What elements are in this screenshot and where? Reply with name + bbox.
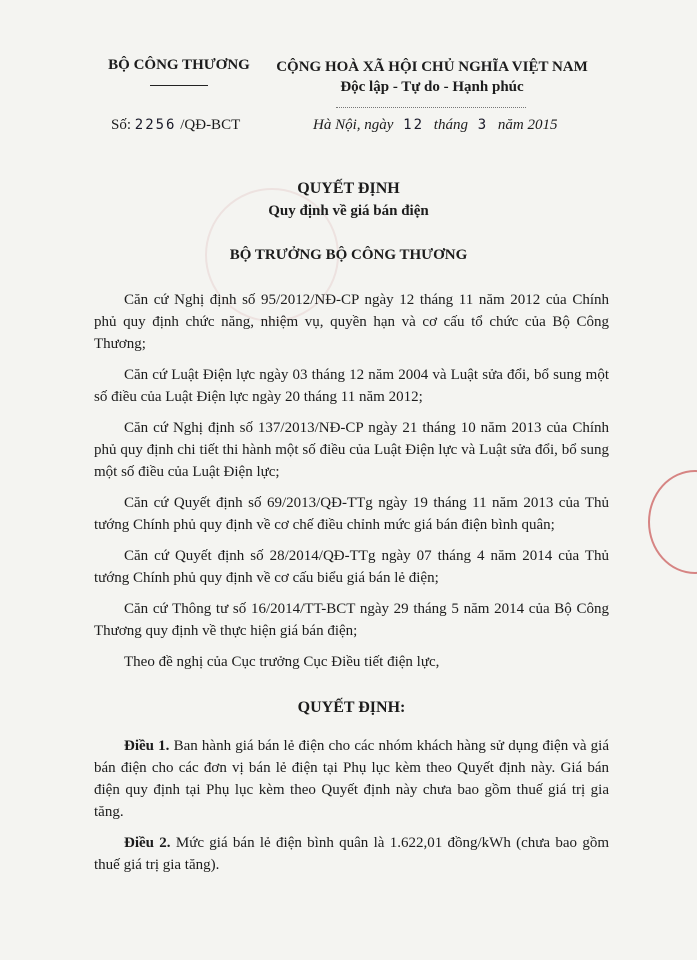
document-subtitle: Quy định về giá bán điện xyxy=(268,203,429,219)
nation-name: CỘNG HOÀ XÃ HỘI CHỦ NGHĨA VIỆT NAM xyxy=(276,59,588,75)
date-day: 12 xyxy=(403,117,425,133)
article-2 xyxy=(94,832,609,876)
motto-underline xyxy=(336,107,526,108)
national-header xyxy=(268,57,596,97)
article-1 xyxy=(94,735,609,823)
issuing-ministry: BỘ CÔNG THƯƠNG xyxy=(108,57,250,73)
document-body xyxy=(94,289,609,885)
preamble-paragraph: Căn cứ Quyết định số 69/2013/QĐ-TTg ngày 19 tháng 11 năm 2013 của Thủ tướng Chính phủ quy định về cơ chế điều chỉnh mức giá bán điện bình quân; xyxy=(94,495,609,533)
doc-number-suffix: /QĐ-BCT xyxy=(180,117,241,133)
date-year: năm 2015 xyxy=(497,117,558,133)
doc-number-value: 2256 xyxy=(134,117,177,133)
date-prefix: Hà Nội, ngày xyxy=(313,117,394,133)
article-1-text: Ban hành giá bán lẻ điện cho các nhóm khách hàng sử dụng điện và giá bán điện cho các đơn vị bán lẻ điện tại Phụ lục kèm theo Quyết định này. Giá bán điện quy định tại Phụ lục kèm theo Quyết định này chưa bao gồm thuế giá trị gia tăng. xyxy=(94,738,610,820)
decision-heading: QUYẾT ĐỊNH: xyxy=(297,699,406,716)
article-2-label: Điều 2. xyxy=(124,835,171,851)
date-line xyxy=(313,117,557,134)
national-motto: Độc lập - Tự do - Hạnh phúc xyxy=(340,79,524,95)
ministry-underline xyxy=(150,85,208,86)
date-month: 3 xyxy=(477,117,489,133)
preamble-paragraph: Căn cứ Luật Điện lực ngày 03 tháng 12 năm 2004 và Luật sửa đổi, bổ sung một số điều của Luật Điện lực ngày 20 tháng 11 năm 2012; xyxy=(94,367,609,405)
doc-number-prefix: Số: xyxy=(111,117,132,133)
date-month-label: tháng xyxy=(433,117,468,133)
preamble-paragraph: Căn cứ Nghị định số 95/2012/NĐ-CP ngày 12 tháng 11 năm 2012 của Chính phủ quy định chức năng, nhiệm vụ, quyền hạn và cơ cấu tổ chức của Bộ Công Thương; xyxy=(94,292,609,352)
preamble-paragraph: Theo đề nghị của Cục trưởng Cục Điều tiết điện lực, xyxy=(124,654,440,670)
red-seal-stamp-edge xyxy=(648,470,697,574)
document-title: QUYẾT ĐỊNH xyxy=(297,180,400,197)
preamble-paragraph: Căn cứ Thông tư số 16/2014/TT-BCT ngày 29 tháng 5 năm 2014 của Bộ Công Thương quy định về thực hiện giá bán điện; xyxy=(94,601,609,639)
issuing-authority: BỘ TRƯỞNG BỘ CÔNG THƯƠNG xyxy=(229,247,468,263)
article-2-text: Mức giá bán lẻ điện bình quân là 1.622,01 đồng/kWh (chưa bao gồm thuế giá trị gia tăng). xyxy=(94,835,610,873)
preamble-paragraph: Căn cứ Nghị định số 137/2013/NĐ-CP ngày 21 tháng 10 năm 2013 của Chính phủ quy định chi tiết thi hành một số điều của Luật Điện lực và Luật sửa đổi, bổ sung một số điều của Luật Điện lực; xyxy=(94,420,609,480)
preamble-paragraph: Căn cứ Quyết định số 28/2014/QĐ-TTg ngày 07 tháng 4 năm 2014 của Thủ tướng Chính phủ quy định về cơ cấu biểu giá bán lẻ điện; xyxy=(94,548,609,586)
article-1-label: Điều 1. xyxy=(124,738,170,754)
document-number xyxy=(111,117,240,134)
